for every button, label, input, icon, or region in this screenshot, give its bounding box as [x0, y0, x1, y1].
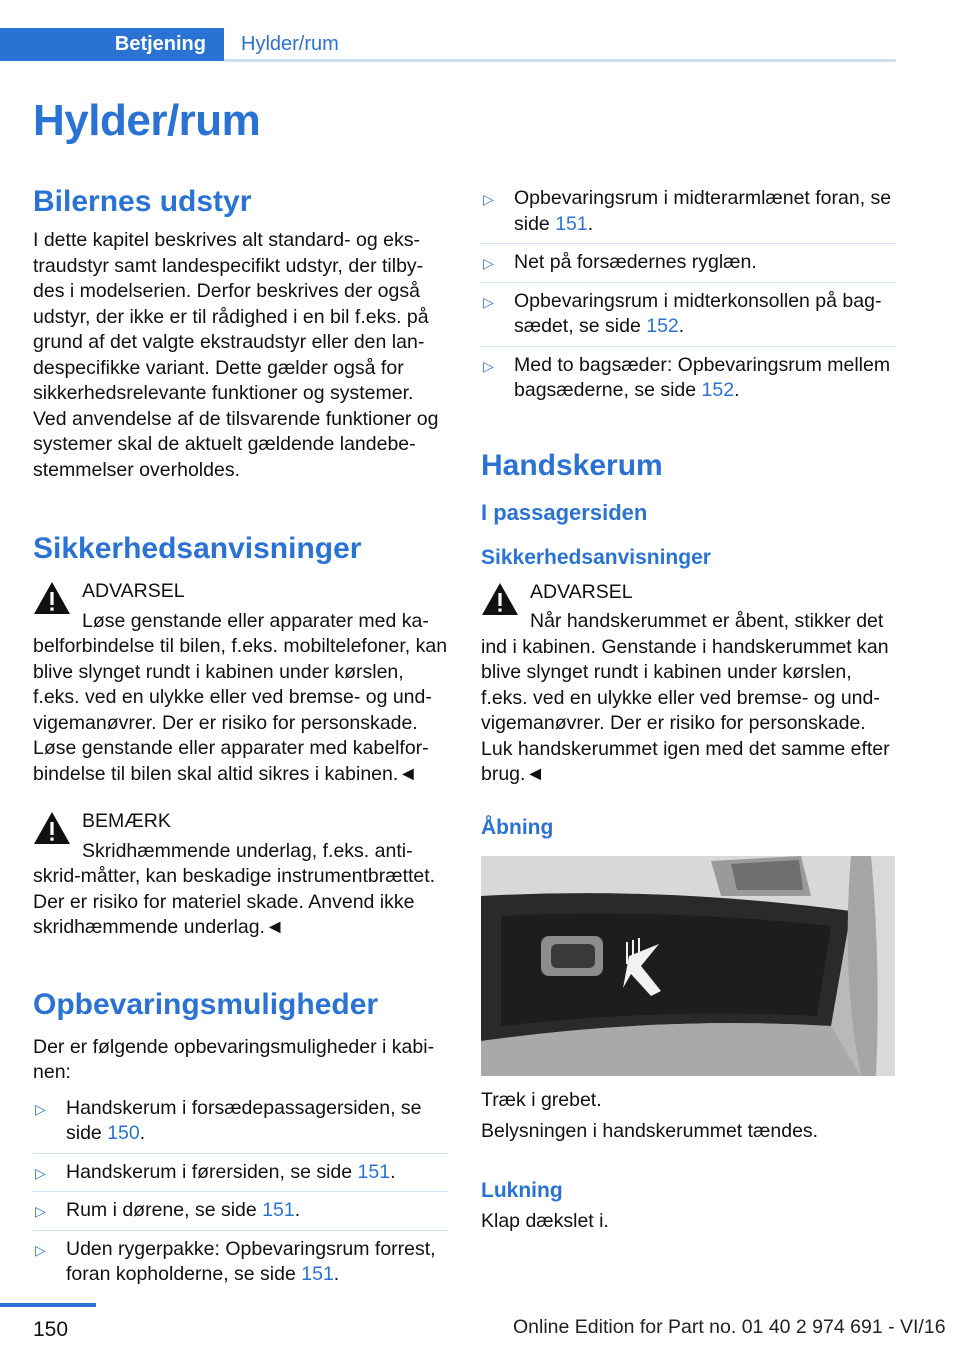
list-item [481, 353, 896, 410]
list-item-text: Net på forsædernes ryglæn. [514, 251, 757, 273]
section-title-glovebox: Handskerum [481, 448, 663, 482]
notice-label: BEMÆRK [82, 810, 171, 832]
subsection-title-safety: Sikkerhedsanvisninger [481, 545, 711, 569]
list-item-text: Opbevaringsrum i midterkonsollen på bagsædet, se side [514, 289, 882, 337]
list-item [33, 1160, 448, 1193]
opening-step-1: Træk i grebet. [481, 1088, 602, 1111]
edition-footer: Online Edition for Part no. 01 40 2 974 691 - VI/16 [513, 1316, 946, 1338]
list-item [481, 250, 896, 283]
section-tab[interactable]: Hylder/rum [241, 33, 339, 55]
storage-list-left [33, 1096, 448, 1294]
list-item-text: Med to bagsæder: Opbevaringsrum mellem bagsæderne, se side [514, 353, 891, 401]
list-item [481, 289, 896, 347]
triangle-right-outline-icon: ▷ [483, 293, 494, 310]
warning-block-1 [33, 579, 448, 787]
list-item-text: Handskerum i førersiden, se side [66, 1160, 358, 1183]
triangle-right-outline-icon: ▷ [483, 255, 494, 271]
page-link[interactable]: 152 [646, 315, 679, 337]
right-column [481, 186, 896, 1234]
notice-block [33, 809, 448, 941]
warning-text: Når handskerummet er åbent, stikker det ind i kabinen. Genstande i handskerummet kan blive slynget rundt i kabinen under kørslen, f.eks. ved en ulykke eller ved bremse- og undvigemanøvrer. Der er risiko for personskade. Luk handskerummet igen med det samme efter brug.◄ [481, 610, 890, 785]
triangle-right-outline-icon: ▷ [35, 1164, 46, 1181]
section-title-equipment: Bilernes udstyr [33, 185, 252, 218]
warning-label: ADVARSEL [82, 580, 185, 602]
list-item-text: Opbevaringsrum i midterarmlænet foran, se side [514, 187, 892, 235]
page-number: 150 [33, 1318, 69, 1341]
list-item-end: . [333, 1263, 340, 1285]
list-item [33, 1198, 448, 1231]
list-item [33, 1237, 448, 1294]
list-item-text: Handskerum i forsædepassagersiden, se side [66, 1096, 422, 1144]
list-item-end: . [734, 379, 740, 401]
closing-text: Klap dækslet i. [481, 1209, 609, 1232]
subsection-title-opening: Åbning [481, 815, 554, 839]
triangle-right-outline-icon: ▷ [483, 191, 494, 207]
equipment-paragraph: I dette kapitel beskrives alt standard- og ekstraudstyr samt landespecifikt udstyr, der tilbydes i modelserien. Derfor beskrives der også udstyr, der ikke er til rådighed i en bil f.eks. på grund af det valgte ekstraudstyr eller den landespecifikke variant. Dette gælder også for sikkerhedsrelevante funktioner og systemer. Ved anvendelse af de tilsvarende funktioner og systemer skal de aktuelt gældende landebestemmelser overholdes. [33, 229, 439, 481]
triangle-right-outline-icon: ▷ [35, 1203, 46, 1219]
list-item-end: . [678, 315, 685, 337]
left-column [33, 182, 448, 1300]
page-link[interactable]: 152 [701, 379, 735, 401]
warning-triangle-icon [33, 581, 71, 615]
list-item-end: . [587, 212, 594, 235]
list-item [33, 1096, 448, 1154]
list-item-text: Uden rygerpakke: Opbevaringsrum forrest, foran kopholderne, se side [66, 1237, 436, 1285]
page-link[interactable]: 151 [262, 1199, 295, 1221]
glovebox-photo [481, 856, 895, 1076]
subsection-title-closing: Lukning [481, 1178, 563, 1202]
warning-text: Løse genstande eller apparater med kabelforbindelse til bilen, f.eks. mobiltelefoner, kan blive slynget rundt i kabinen under kørslen, f.eks. ved en ulykke eller ved bremse- og undvigemanøvrer. Der er risiko for personskade. Løse genstande eller apparater med kabelforbindelse til bilen skal altid sikres i kabinen.◄ [33, 609, 448, 785]
warning-block-2 [481, 580, 896, 788]
storage-intro: Der er følgende opbevaringsmuligheder i kabinen: [33, 1035, 435, 1083]
notice-text: Skridhæmmende underlag, f.eks. antiskrid-måtter, kan beskadige instrumentbrættet. Der er risiko for materiel skade. Anvend ikke skridhæmmende underlag.◄ [33, 839, 436, 938]
triangle-right-outline-icon: ▷ [35, 1241, 46, 1258]
list-item-text: Rum i dørene, se side [66, 1199, 263, 1221]
page-link[interactable]: 151 [357, 1160, 391, 1183]
header-rule [224, 59, 896, 62]
section-title-storage: Opbevaringsmuligheder [33, 987, 379, 1021]
chapter-tab[interactable]: Betjening [0, 28, 224, 61]
list-item-end: . [294, 1199, 301, 1221]
page-title: Hylder/rum [33, 96, 261, 145]
section-title-safety: Sikkerhedsanvisninger [33, 532, 362, 565]
list-item-end: . [390, 1160, 396, 1183]
opening-step-2: Belysningen i handskerummet tændes. [481, 1120, 819, 1142]
storage-list-right [481, 186, 896, 410]
list-item [481, 186, 896, 244]
page-header [0, 0, 960, 64]
triangle-right-outline-icon: ▷ [483, 357, 494, 374]
footer-rule [0, 1303, 96, 1307]
list-item-end: . [139, 1122, 146, 1144]
warning-triangle-icon [33, 811, 71, 845]
warning-triangle-icon [481, 582, 519, 616]
page-link[interactable]: 151 [301, 1263, 334, 1285]
page-link[interactable]: 150 [107, 1122, 140, 1144]
triangle-right-outline-icon: ▷ [35, 1100, 46, 1117]
subsection-title-passenger: I passagersiden [481, 499, 648, 525]
warning-label: ADVARSEL [530, 580, 633, 603]
page-link[interactable]: 151 [555, 212, 588, 235]
